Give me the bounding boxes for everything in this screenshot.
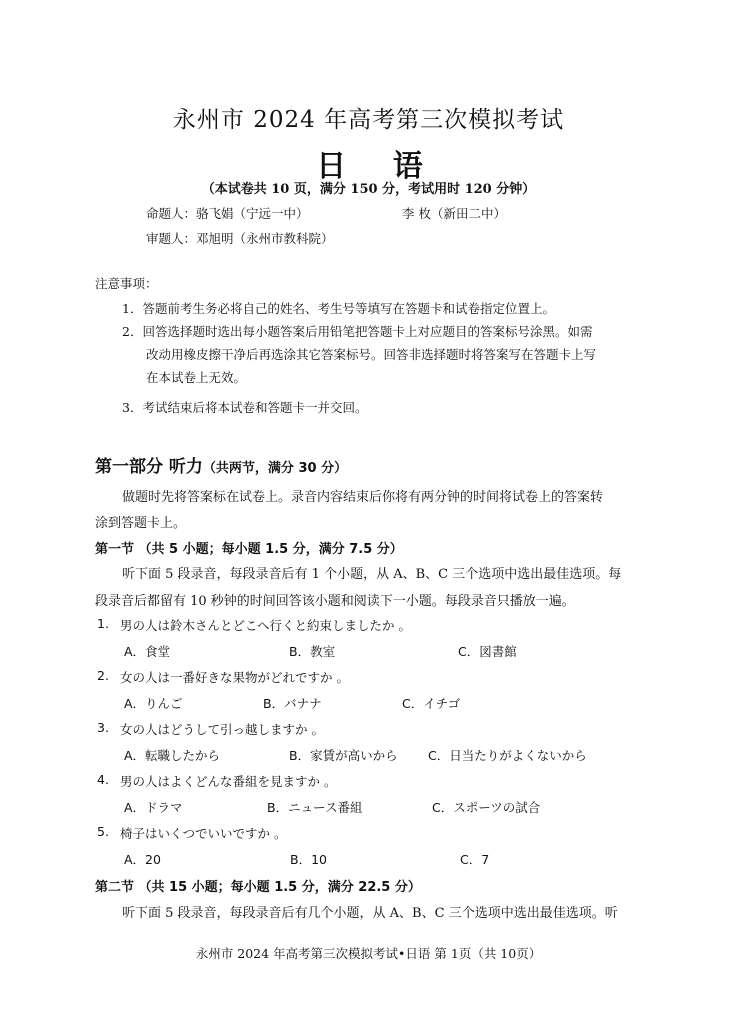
option-a: A．りんご [124,696,183,711]
option-a: A．ドラマ [124,800,183,815]
option-b: B．10 [290,852,327,867]
question-text: 椅子はいくつでいいですか 。 [120,826,287,841]
part1-heading [95,452,347,477]
notice-item-1: 1．答题前考生务必将自己的姓名、考生号等填写在答题卡和试卷指定位置上。 [122,301,555,316]
notice-item-2: 2．回答选择题时选出每小题答案后用铅笔把答题卡上对应题目的答案标号涂黑。如需 [122,324,593,339]
subject-title: 日 语 [316,149,441,184]
question-number: 2. [97,668,109,683]
question-number: 3. [97,720,109,735]
part1-subtitle: （共两节，满分 30 分） [202,461,348,476]
question-text: 女の人はどうして引っ越しますか 。 [120,722,324,737]
part1-title: 第一部分 听力 [95,457,203,477]
question-number: 5. [97,824,109,839]
question-number: 4. [97,772,109,787]
option-c: C．7 [460,852,490,867]
notice-item-2-cont2: 在本试卷上无效。 [146,370,247,385]
page-footer: 永州市 2024 年高考第三次模拟考试•日语 第 1页（共 10页） [195,946,542,961]
question-text: 男の人は鈴木さんとどこへ行くと約束しましたか 。 [120,618,411,633]
option-b: B．教室 [289,644,336,659]
part1-intro-line1: 做题时先将答案标在试卷上。录音内容结束后你将有两分钟的时间将试卷上的答案转 [122,490,604,505]
option-c: C．図書館 [458,644,517,659]
option-b: B．バナナ [263,696,322,711]
reviewer: 审题人：邓旭明（永州市教科院） [146,231,334,246]
notice-item-2-cont1: 改动用橡皮擦干净后再选涂其它答案标号。回答非选择题时将答案写在答题卡上写 [146,347,597,362]
option-a: A．食堂 [124,644,171,659]
option-c: C．イチゴ [402,696,461,711]
question-text: 男の人はよくどんな番組を見ますか 。 [120,774,337,789]
author-left: 命题人：骆飞娟（宁远一中） [146,206,309,221]
option-b: B．家賃が高いから [289,748,398,763]
option-a: A．転職したから [124,748,221,763]
section1-instr-line1: 听下面 5 段录音，每段录音后有 1 个小题，从 A、B、C 三个选项中选出最佳选项。每 [122,567,622,582]
question-text: 女の人は一番好きな果物がどれですか 。 [120,670,349,685]
question-number: 1. [97,616,109,631]
option-c: C．スポーツの試合 [432,800,541,815]
section2-title: 第二节 （共 15 小题；每小题 1.5 分，满分 22.5 分） [95,880,421,895]
notice-item-3: 3．考试结束后将本试卷和答题卡一并交回。 [122,400,368,415]
part1-intro-line2: 涂到答题卡上。 [95,516,187,531]
author-right: 李 枚（新田二中） [402,206,506,221]
exam-title: 永州市 2024 年高考第三次模拟考试 [172,107,565,133]
notice-heading: 注意事项： [95,276,158,291]
section1-title: 第一节 （共 5 小题；每小题 1.5 分，满分 7.5 分） [95,542,403,557]
section2-instr-line1: 听下面 5 段录音，每段录音后有几个小题，从 A、B、C 三个选项中选出最佳选项。听 [122,906,618,921]
option-c: C．日当たりがよくないから [428,748,587,763]
section1-instr-line2: 段录音后都留有 10 秒钟的时间回答该小题和阅读下一小题。每段录音只播放一遍。 [95,594,575,609]
option-b: B．ニュース番組 [267,800,363,815]
option-a: A．20 [124,852,161,867]
exam-info: （本试卷共 10 页，满分 150 分，考试用时 120 分钟） [201,182,536,197]
